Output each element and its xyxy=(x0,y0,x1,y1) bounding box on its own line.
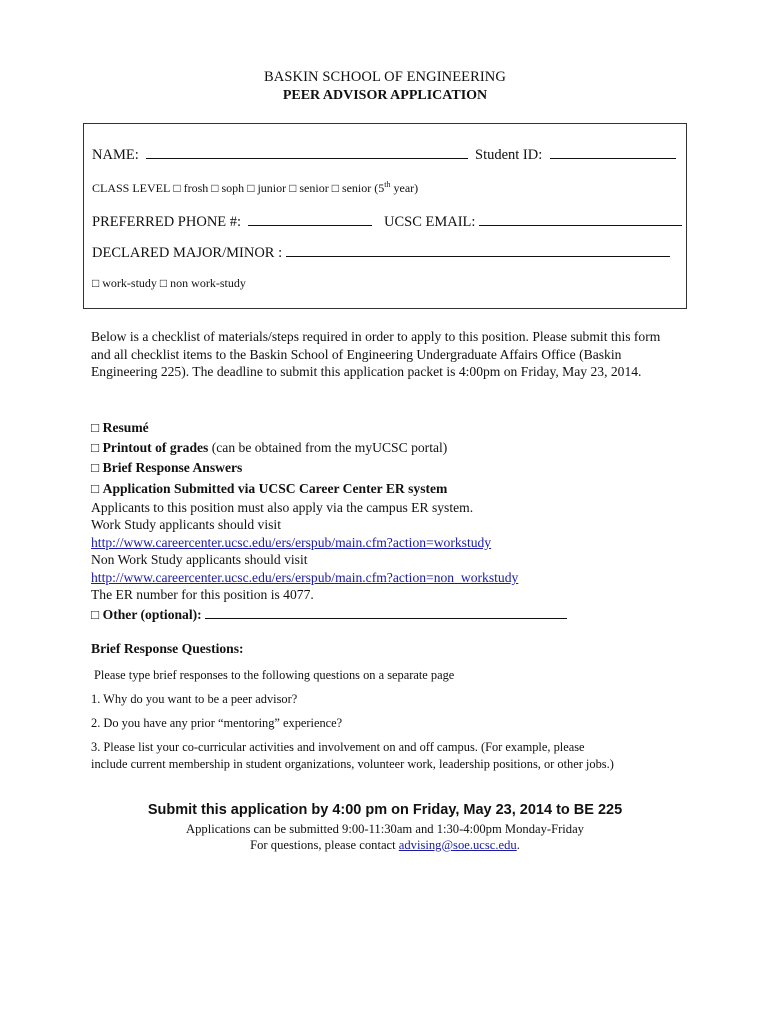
contact-email-link[interactable]: advising@soe.ucsc.edu xyxy=(398,838,517,852)
checklist-item-other: □ Other (optional): xyxy=(91,604,691,625)
checkbox-senior-5th[interactable]: □ xyxy=(331,181,339,195)
checkbox-work-study[interactable]: □ xyxy=(92,276,100,290)
checklist-item-grades: □ Printout of grades (can be obtained from the myUCSC portal) xyxy=(91,440,448,456)
page-title: PEER ADVISOR APPLICATION xyxy=(282,88,488,103)
checklist xyxy=(91,418,691,625)
er-line-4: The ER number for this position is 4077. xyxy=(91,587,314,603)
questions-instruction: Please type brief responses to the following questions on a separate page xyxy=(94,668,455,682)
er-line-3: Non Work Study applicants should visit xyxy=(91,552,308,568)
class-level-row xyxy=(92,180,418,196)
checklist-item-brief: □ Brief Response Answers xyxy=(91,460,243,476)
submit-deadline: Submit this application by 4:00 pm on Friday, May 23, 2014 to BE 225 xyxy=(147,802,623,818)
school-name: BASKIN SCHOOL OF ENGINEERING xyxy=(264,69,506,85)
name-row xyxy=(92,144,468,164)
question-3: 3. Please list your co-curricular activities and involvement on and off campus. (For example, please include current membership in student organizations, volunteer work, leadership positions, or other jobs.) xyxy=(91,740,614,771)
email-row xyxy=(384,211,682,231)
phone-label: PREFERRED PHONE #: xyxy=(92,214,242,230)
student-id-row xyxy=(475,144,676,164)
option-non-work-study: non work-study xyxy=(170,276,246,290)
class-level-label: CLASS LEVEL xyxy=(92,181,171,195)
major-label: DECLARED MAJOR/MINOR : xyxy=(92,245,283,261)
phone-row xyxy=(92,211,372,231)
major-row xyxy=(92,242,670,262)
er-line-1: Applicants to this position must also apply via the campus ER system. xyxy=(91,499,474,515)
option-soph: soph xyxy=(221,181,245,195)
option-frosh: frosh xyxy=(183,181,209,195)
student-id-field[interactable] xyxy=(550,144,676,159)
intro-paragraph: Below is a checklist of materials/steps required in order to apply to this position. Please submit this form and all checklist items to the Baskin School of Engineering Undergraduate Affairs Office (Baskin Engineering 225). The deadline to submit this application packet is 4:00pm on Friday, May 23, 2014. xyxy=(91,329,661,379)
email-label: UCSC EMAIL: xyxy=(384,214,476,230)
student-id-label: Student ID: xyxy=(475,147,543,163)
option-work-study: work-study xyxy=(102,276,157,290)
major-field[interactable] xyxy=(286,242,670,257)
questions-heading: Brief Response Questions: xyxy=(91,641,244,656)
question-2: 2. Do you have any prior “mentoring” experience? xyxy=(91,716,343,730)
er-line-2: Work Study applicants should visit xyxy=(91,517,281,533)
checkbox-resume[interactable]: □ xyxy=(91,420,100,435)
checkbox-grades[interactable]: □ xyxy=(91,440,100,456)
workstudy-link[interactable]: http://www.careercenter.ucsc.edu/ers/erspub/main.cfm?action=workstudy xyxy=(91,534,492,550)
checklist-item-resume: □ Resumé xyxy=(91,420,149,435)
checkbox-frosh[interactable]: □ xyxy=(173,181,181,195)
question-1: 1. Why do you want to be a peer advisor? xyxy=(91,692,298,706)
option-junior: junior xyxy=(257,181,287,195)
checkbox-junior[interactable]: □ xyxy=(247,181,255,195)
checkbox-non-work-study[interactable]: □ xyxy=(159,276,168,290)
applicant-info-box xyxy=(83,123,687,309)
checkbox-other[interactable]: □ xyxy=(91,606,100,622)
option-senior-5th: senior (5th year) xyxy=(341,180,419,195)
submission-hours: Applications can be submitted 9:00-11:30am and 1:30-4:00pm Monday-Friday xyxy=(186,822,584,836)
checklist-item-er: □ Application Submitted via UCSC Career Center ER system xyxy=(91,480,448,496)
non-workstudy-link[interactable]: http://www.careercenter.ucsc.edu/ers/erspub/main.cfm?action=non_workstudy xyxy=(91,569,519,585)
option-senior: senior xyxy=(299,181,329,195)
checkbox-er[interactable]: □ xyxy=(91,480,100,496)
email-field[interactable] xyxy=(479,211,682,226)
name-field[interactable] xyxy=(146,144,468,159)
other-field[interactable] xyxy=(205,604,567,619)
name-label: NAME: xyxy=(92,147,139,163)
checkbox-senior[interactable]: □ xyxy=(289,181,297,195)
checkbox-brief[interactable]: □ xyxy=(91,460,100,476)
phone-field[interactable] xyxy=(248,211,372,226)
checkbox-soph[interactable]: □ xyxy=(211,181,219,195)
work-study-row xyxy=(92,276,246,291)
contact-line: For questions, please contact advising@soe.ucsc.edu. xyxy=(250,838,520,852)
